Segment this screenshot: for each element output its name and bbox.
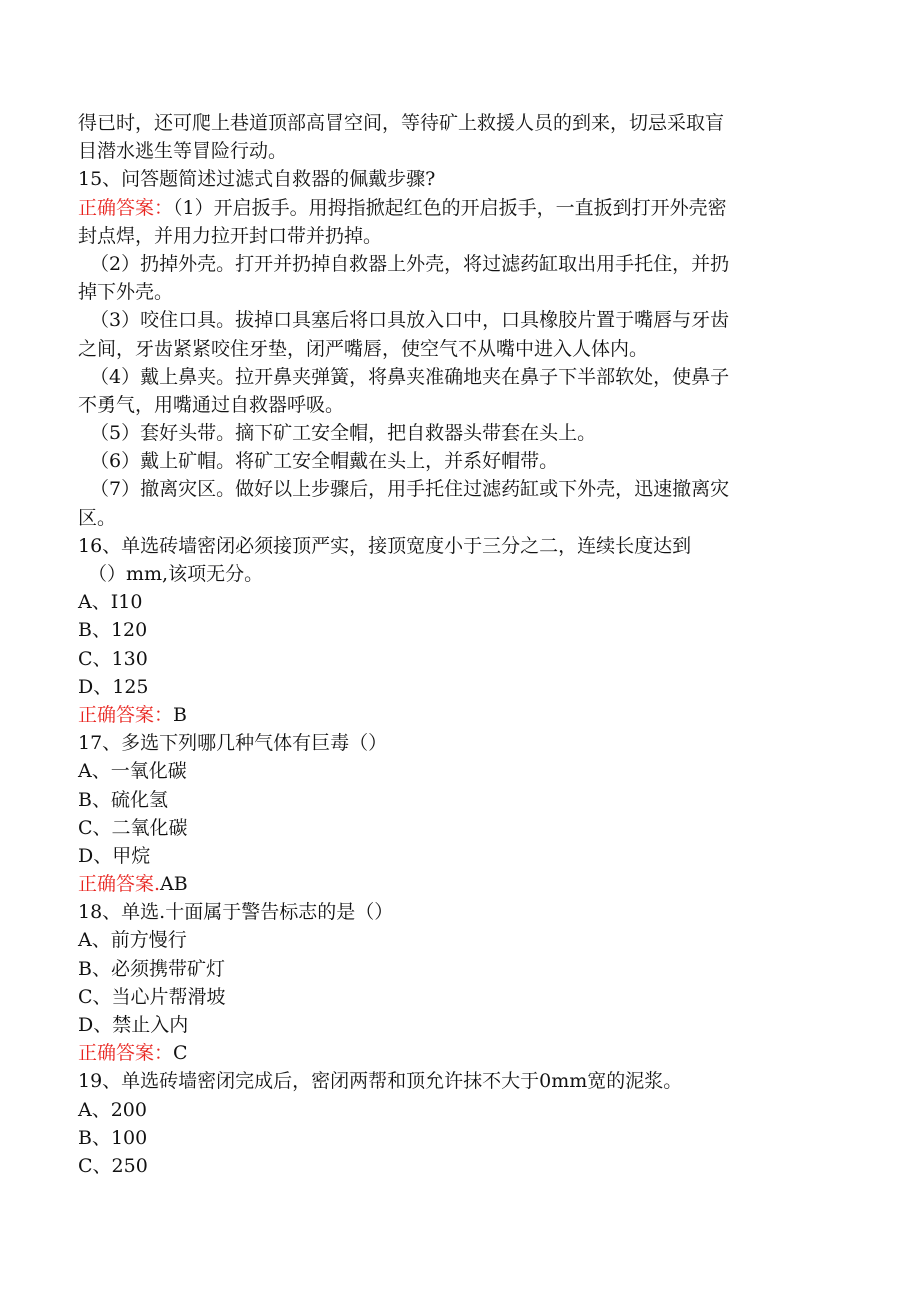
question-16-answer <box>78 701 848 729</box>
answer-label: 正确答案： <box>78 196 174 219</box>
option-b: B、120 <box>78 619 148 642</box>
answer-label: 正确答案： <box>78 1042 174 1065</box>
option-a: A、一氧化碳 <box>78 760 187 783</box>
intro-line: 得已时，还可爬上巷道顶部高冒空间，等待矿上救援人员的到来，切忌采取盲 <box>78 112 725 134</box>
answer-value: AB <box>160 873 188 896</box>
option-b: B、必须携带矿灯 <box>78 957 225 980</box>
intro-line: 目潜水逃生等冒险行动。 <box>78 140 288 163</box>
question-16-title-cont: （）mm,该项无分。 <box>88 563 264 585</box>
option-d: D、甲烷 <box>78 844 151 867</box>
answer-label: 正确答案. <box>78 873 161 896</box>
answer-value: B <box>173 703 187 726</box>
option-c: C、130 <box>78 647 148 670</box>
step-line: （4）戴上鼻夹。拉开鼻夹弹簧，将鼻夹准确地夹在鼻子下半部软处，使鼻子 <box>90 365 730 388</box>
question-15-answer-line <box>78 194 848 222</box>
step-line: （6）戴上矿帽。将矿工安全帽戴在头上，并系好帽带。 <box>90 450 559 473</box>
step-line: 之间，牙齿紧紧咬住牙垫，闭严嘴唇，使空气不从嘴中进入人体内。 <box>78 337 649 360</box>
option-b: B、100 <box>78 1126 148 1149</box>
question-15-title: 15、问答题简述过滤式自救器的佩戴步骤? <box>78 168 436 191</box>
step-line: 掉下外壳。 <box>78 281 174 304</box>
answer-value: C <box>173 1042 188 1065</box>
step-line: （3）咬住口具。拔掉口具塞后将口具放入口中，口具橡胶片置于嘴唇与牙齿 <box>90 309 730 332</box>
option-c: C、250 <box>78 1154 148 1177</box>
step-line: 不勇气，用嘴通过自救器呼吸。 <box>78 393 345 416</box>
option-c: C、当心片帮滑坡 <box>78 985 226 1008</box>
option-a: A、前方慢行 <box>78 929 187 952</box>
option-b: B、硫化氢 <box>78 788 168 811</box>
answer-label: 正确答案： <box>78 703 174 726</box>
document-body <box>78 109 848 1180</box>
option-c: C、二氧化碳 <box>78 816 188 839</box>
step-line: （5）套好头带。摘下矿工安全帽，把自救器头带套在头上。 <box>90 422 597 445</box>
step-line: （7）撤离灾区。做好以上步骤后，用手托住过滤药缸或下外壳，迅速撤离灾 <box>90 478 730 501</box>
question-18-answer <box>78 1039 848 1067</box>
question-19-title: 19、单选砖墙密闭完成后，密闭两帮和顶允许抹不大于0mm宽的泥浆。 <box>78 1070 683 1093</box>
answer-text: （1）开启扳手。用拇指掀起红色的开启扳手，一直扳到打开外壳密 <box>173 196 727 219</box>
option-d: D、125 <box>78 675 149 698</box>
question-17-answer <box>78 870 848 898</box>
question-18-title: 18、单选.十面属于警告标志的是（） <box>78 901 394 924</box>
option-d: D、禁止入内 <box>78 1014 189 1036</box>
question-16-title: 16、单选砖墙密闭必须接顶严实，接顶宽度小于三分之二，连续长度达到 <box>78 534 692 557</box>
question-17-title: 17、多选下列哪几种气体有巨毒（） <box>78 732 388 755</box>
answer-text-line: 封点焊，并用力拉开封口带并扔掉。 <box>78 224 383 247</box>
option-a: A、I10 <box>78 591 143 614</box>
option-a: A、200 <box>78 1098 147 1121</box>
step-line: 区。 <box>78 506 117 529</box>
step-line: （2）扔掉外壳。打开并扔掉自救器上外壳，将过滤药缸取出用手托住，并扔 <box>90 252 730 275</box>
